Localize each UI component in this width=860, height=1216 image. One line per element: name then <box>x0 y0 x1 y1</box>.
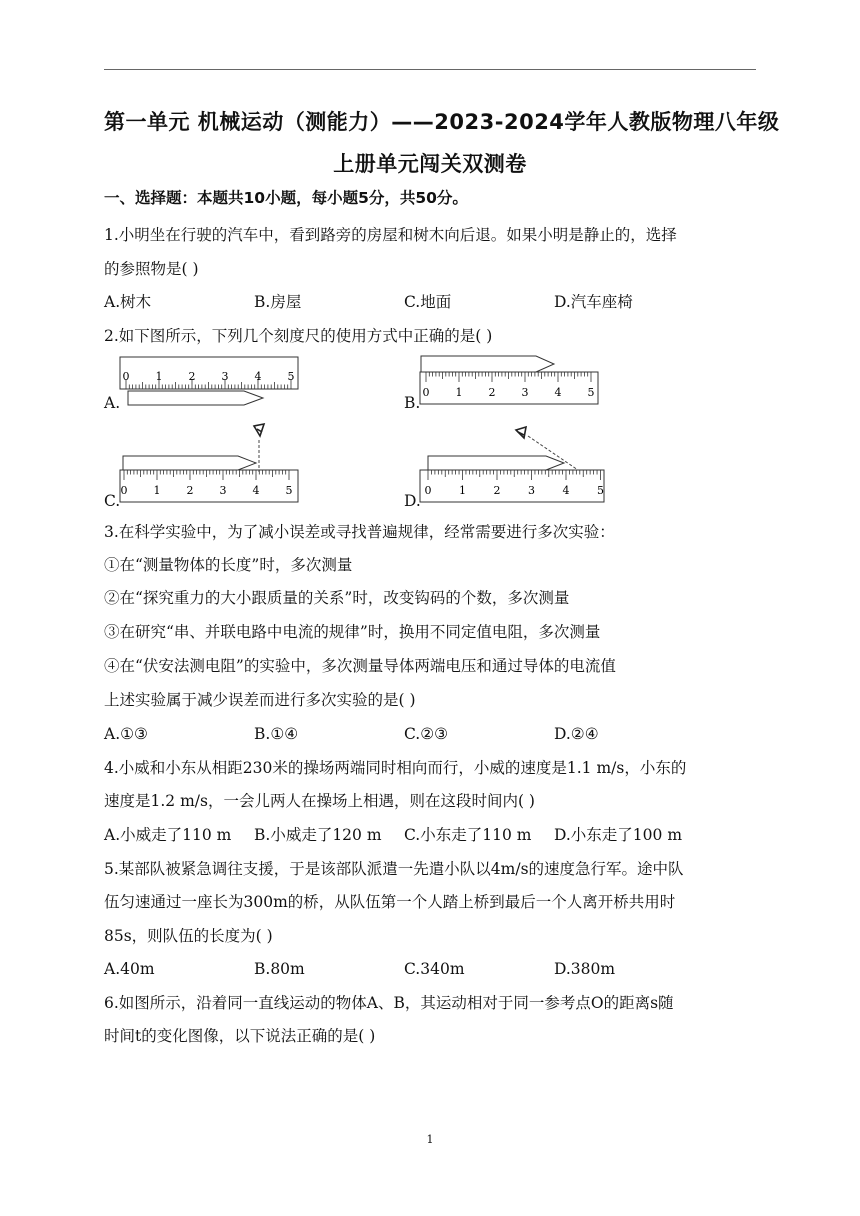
tick-label: 3 <box>528 484 535 497</box>
q2-figure-label-a: A. <box>104 394 121 412</box>
q2-figure-label-d: D. <box>404 492 421 510</box>
ruler-c <box>120 470 298 502</box>
tick-label: 3 <box>219 484 227 497</box>
header-rule <box>104 69 756 70</box>
q2-figure-d <box>418 420 608 508</box>
tick-label: 5 <box>285 484 293 497</box>
q1-option-d: D.汽车座椅 <box>554 293 633 311</box>
q5-option-c: C.340m <box>404 960 465 978</box>
pencil-d <box>428 456 564 470</box>
q4-text-1: 4.小威和小东从相距230米的操场两端同时相向而行，小威的速度是1.1 m/s，小东的 <box>104 759 687 777</box>
q3-text-3: ②在“探究重力的大小跟质量的关系”时，改变钩码的个数，多次测量 <box>104 589 570 607</box>
q3-text-2: ①在“测量物体的长度”时，多次测量 <box>104 556 353 574</box>
tick-label: 4 <box>254 370 262 383</box>
q1-option-a: A.树木 <box>104 293 152 311</box>
q2-text-1: 2.如下图所示，下列几个刻度尺的使用方式中正确的是( ) <box>104 327 493 345</box>
q4-option-c: C.小东走了110 m <box>404 826 532 844</box>
q3-option-b: B.①④ <box>254 725 299 743</box>
q3-text-4: ③在研究“串、并联电路中电流的规律”时，换用不同定值电阻，多次测量 <box>104 623 601 641</box>
tick-label: 4 <box>562 484 570 497</box>
tick-label: 5 <box>587 386 595 399</box>
tick-label: 2 <box>188 370 196 383</box>
tick-label: 5 <box>597 484 604 497</box>
q6-text-2: 时间t的变化图像，以下说法正确的是( ) <box>104 1027 376 1045</box>
q1-option-c: C.地面 <box>404 293 452 311</box>
eye-icon <box>516 427 526 438</box>
q4-option-a: A.小威走了110 m <box>104 826 232 844</box>
q3-option-c: C.②③ <box>404 725 449 743</box>
q3-option-d: D.②④ <box>554 725 599 743</box>
page-title-line-2: 上册单元闯关双测卷 <box>333 152 527 176</box>
pencil-a <box>128 391 263 405</box>
ruler-b <box>420 372 598 404</box>
q5-option-d: D.380m <box>554 960 616 978</box>
q3-text-6: 上述实验属于减少误差而进行多次实验的是( ) <box>104 691 416 709</box>
q5-option-b: B.80m <box>254 960 305 978</box>
q2-figure-c <box>118 420 303 508</box>
page-title-line-1: 第一单元 机械运动（测能力）——2023-2024学年人教版物理八年级 <box>104 110 780 134</box>
tick-label: 1 <box>155 370 163 383</box>
pencil-c <box>123 456 256 470</box>
tick-label: 5 <box>287 370 295 383</box>
tick-label: 2 <box>186 484 194 497</box>
tick-label: 3 <box>221 370 229 383</box>
ruler-d <box>420 470 604 502</box>
tick-label: 1 <box>455 386 463 399</box>
q3-text-1: 3.在科学实验中，为了减小误差或寻找普遍规律，经常需要进行多次实验： <box>104 523 615 541</box>
q5-text-2: 伍匀速通过一座长为300m的桥，从队伍第一个人踏上桥到最后一个人离开桥共用时 <box>104 893 676 911</box>
tick-label: 4 <box>554 386 562 399</box>
eye-icon <box>254 424 264 436</box>
q2-figure-label-b: B. <box>404 394 421 412</box>
q4-text-2: 速度是1.2 m/s，一会儿两人在操场上相遇，则在这段时间内( ) <box>104 792 535 810</box>
q6-text-1: 6.如图所示，沿着同一直线运动的物体A、B，其运动相对于同一参考点O的距离s随 <box>104 994 674 1012</box>
q4-option-b: B.小威走了120 m <box>254 826 382 844</box>
q1-text-2: 的参照物是( ) <box>104 260 199 278</box>
q1-option-b: B.房屋 <box>254 293 302 311</box>
tick-label: 0 <box>424 484 432 497</box>
q5-option-a: A.40m <box>104 960 155 978</box>
page-number: 1 <box>426 1133 434 1146</box>
q2-figure-a <box>118 355 303 410</box>
tick-label: 0 <box>120 484 128 497</box>
q2-figure-label-c: C. <box>104 492 121 510</box>
tick-label: 2 <box>488 386 496 399</box>
tick-label: 0 <box>422 386 430 399</box>
tick-label: 1 <box>459 484 466 497</box>
tick-label: 4 <box>252 484 260 497</box>
q5-text-1: 5.某部队被紧急调往支援，于是该部队派遣一先遣小队以4m/s的速度急行军。途中队 <box>104 860 684 878</box>
tick-label: 2 <box>493 484 501 497</box>
tick-label: 1 <box>153 484 161 497</box>
q3-text-5: ④在“伏安法测电阻”的实验中，多次测量导体两端电压和通过导体的电流值 <box>104 657 616 675</box>
q3-option-a: A.①③ <box>104 725 148 743</box>
ruler-a <box>120 357 298 389</box>
q2-figure-b <box>418 352 603 412</box>
tick-label: 0 <box>122 370 130 383</box>
q5-text-3: 85s，则队伍的长度为( ) <box>104 927 273 945</box>
q4-option-d: D.小东走了100 m <box>554 826 683 844</box>
q1-text-1: 1.小明坐在行驶的汽车中，看到路旁的房屋和树木向后退。如果小明是静止的，选择 <box>104 226 677 244</box>
section-heading: 一、选择题：本题共10小题，每小题5分，共50分。 <box>104 189 468 207</box>
tick-label: 3 <box>521 386 529 399</box>
pencil-b <box>421 356 554 372</box>
